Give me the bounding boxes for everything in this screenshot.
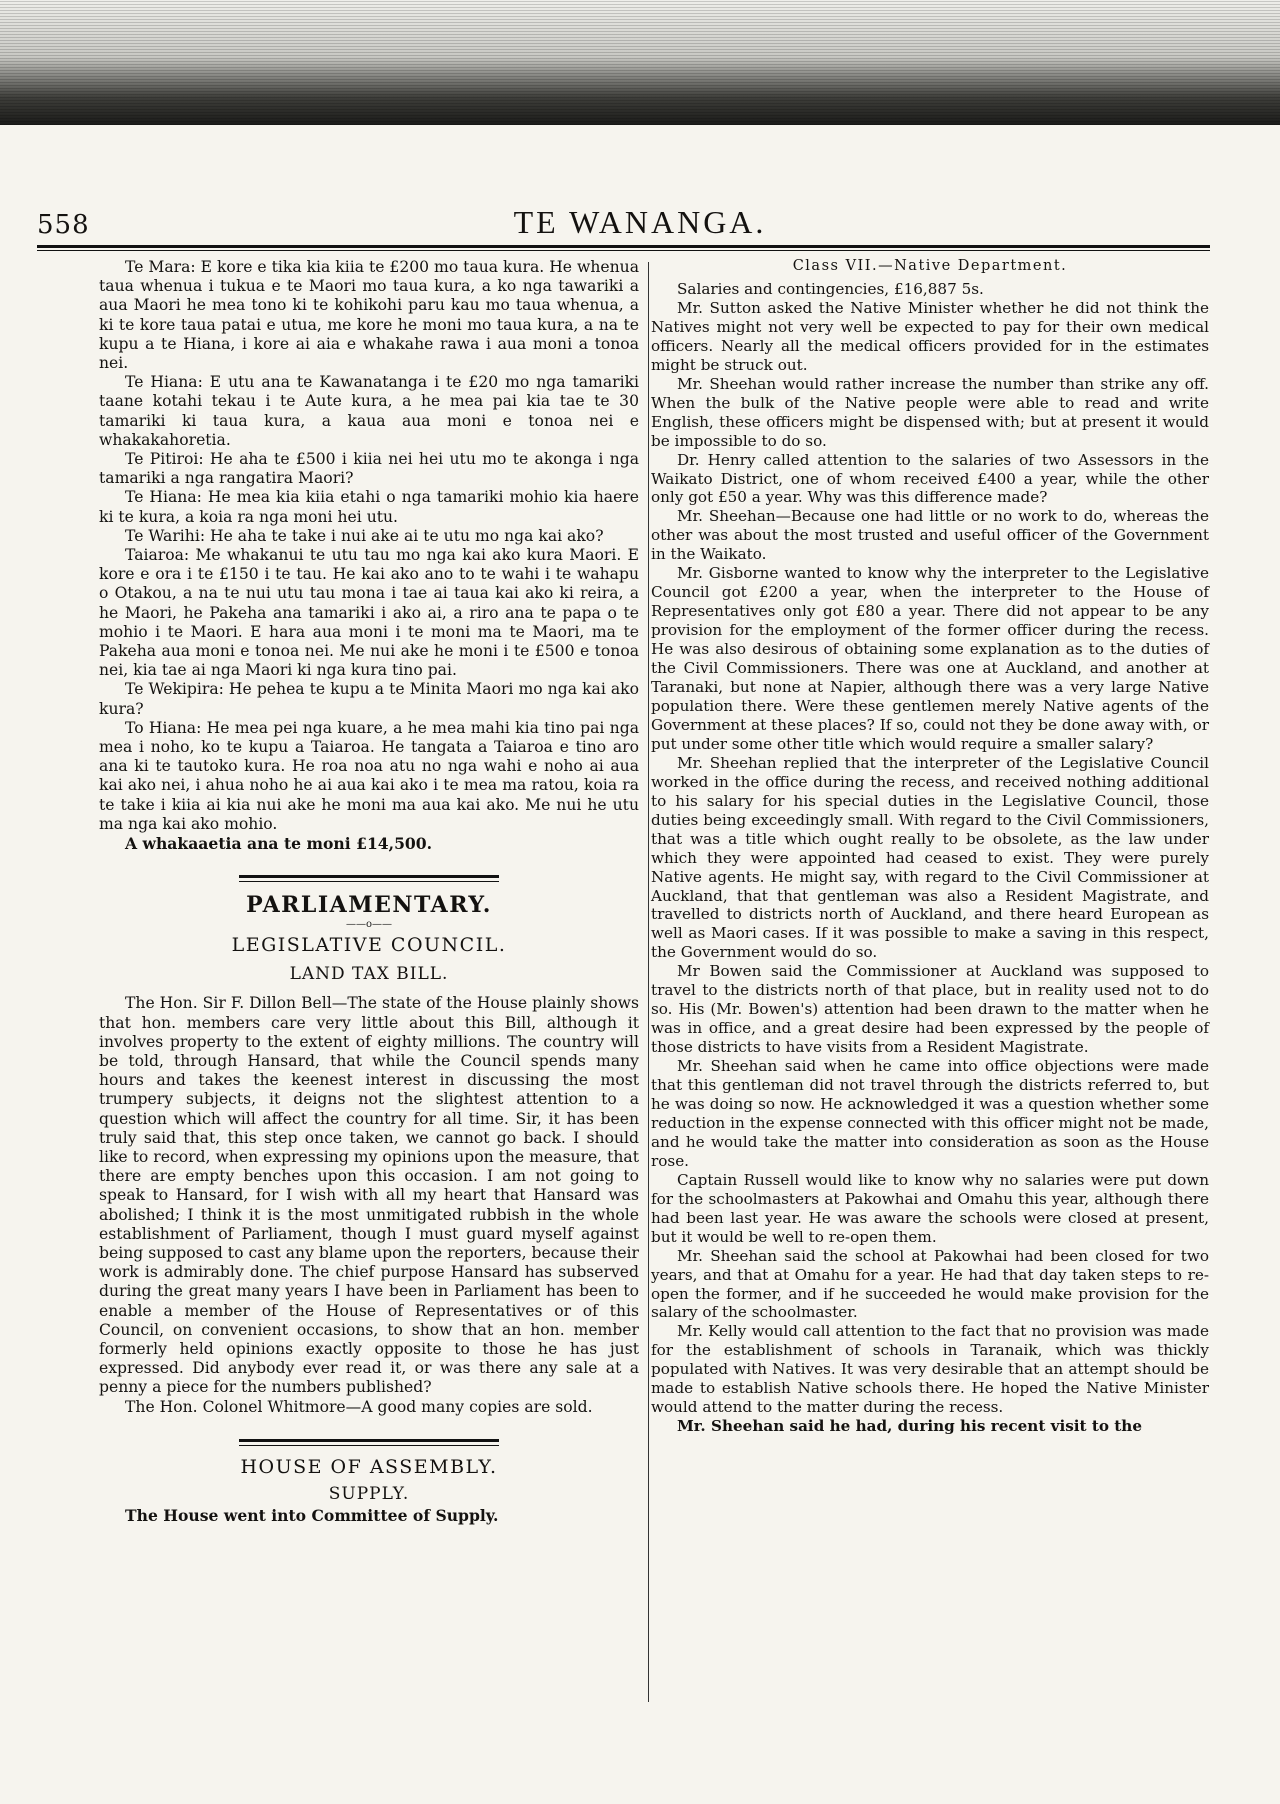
- maori-paragraph: Te Wekipira: He pehea te kupu a te Minita Maori mo nga kai ako kura?: [99, 680, 639, 718]
- debate-paragraph: Captain Russell would like to know why no salaries were put down for the schoolmasters at Pakowhai and Omahu this year, although there had been last year. He was aware the schools were closed at present, but it would be well to re-open them.: [651, 1170, 1209, 1246]
- maori-paragraph: Te Warihi: He aha te take i nui ake ai te utu mo nga kai ako?: [125, 526, 604, 545]
- section-heading-supply: SUPPLY.: [328, 1483, 410, 1504]
- maori-paragraph: Te Mara: E kore e tika kia kiia te £200 mo taua kura. He whenua taua whenua i tukua e te Maori mo taua kura, a ko nga tawariki a aua Maori he mea tono ki te kohikohi paru kau mo taua whenua, a ki te kore taua patai e utua, me kore he moni mo taua kura, a na te kupu a te Hiana, i kore ai aia e whakahe rawa i aua moni a tonoa nei.: [99, 258, 639, 373]
- right-column: [651, 258, 1209, 1436]
- maori-paragraph: To Hiana: He mea pei nga kuare, a he mea mahi kia tino pai nga mea i noho, ko te kupu a Taiaroa. He tangata a Taiaroa e tino aro ana ki te tautoko kura. He roa noa atu no nga wahi e noho ai aua kai ako nei, i ahua noho he ai aua kai ako i te mea ma ratou, koia ra te take i kiia ai kia nui ake he moni ma aua kai ako. Me nui he utu ma nga kai ako mohio.: [99, 718, 639, 833]
- maori-paragraph: Taiaroa: Me whakanui te utu tau mo nga kai ako kura Maori. E kore e ora i te £150 i te tau. He kai ako ano to te wahi i te wahapu o Otakou, a na te nui utu tau mona i tae ai taua kai ako ki reira, a he Maori, he Pakeha ana tamariki i ako ai, a riro ana te papa o te mohio i te Maori. E hara aua moni i te moni ma te Maori, ma te Pakeha aua moni e tonoa nei. Me nui ake he moni i te £500 e tonoa nei, kia tae ai nga Maori ki nga kura tino pai.: [99, 546, 639, 680]
- debate-paragraph: Mr. Sutton asked the Native Minister whether he did not think the Natives might not very well be expected to pay for their own medical officers. Nearly all the medical officers provided for in the estimates might be struck out.: [651, 298, 1209, 374]
- maori-paragraph: Te Hiana: He mea kia kiia etahi o nga tamariki mohio kia haere ki te kura, a koia ra nga moni hei utu.: [99, 488, 639, 526]
- debate-paragraph: Mr. Sheehan said when he came into office objections were made that this gentleman did not travel through the districts referred to, but he was doing so now. He acknowledged it was a question whether some reduction in the expense connected with this officer might not be made, and he would take the matter into consideration as soon as the House rose.: [651, 1057, 1209, 1170]
- supply-line: The House went into Committee of Supply.: [125, 1505, 499, 1525]
- debate-paragraph: Mr. Kelly would call attention to the fact that no provision was made for the establishment of schools in Taranaik, which was thickly populated with Natives. It was very desirable that an attempt should be made to establish Native schools there. He hoped the Native Minister would attend to the matter during the recess.: [651, 1322, 1209, 1417]
- section-heading-house: HOUSE OF ASSEMBLY.: [240, 1455, 498, 1478]
- section-heading-council: LEGISLATIVE COUNCIL.: [231, 934, 507, 957]
- section-heading-parliamentary: PARLIAMENTARY.: [246, 892, 492, 919]
- debate-paragraph: Salaries and contingencies, £16,887 5s.: [677, 280, 984, 298]
- debate-paragraph: Mr Bowen said the Commissioner at Auckland was supposed to travel to the districts north of that place, but in reality used not to do so. His (Mr. Bowen's) attention had been drawn to the matter when he was in office, and a great desire had been expressed by the people of those districts to have visits from a Resident Magistrate.: [651, 962, 1209, 1057]
- speech-bell: The Hon. Sir F. Dillon Bell—The state of the House plainly shows that hon. members care very little about this Bill, although it involves property to the extent of eighty millions. The country will be told, through Hansard, that while the Council spends many hours and takes the keenest interest in discussing the most trumpery subjects, it deigns not the slightest attention to a question which will affect the country for all time. Sir, it has been truly said that, this step once taken, we cannot go back. I should like to record, when expressing my opinions upon the measure, that there are empty benches upon this occasion. I am not going to speak to Hansard, for I wish with all my heart that Hansard was abolished; I think it is the most unmitigated rubbish in the whole establishment of Parliament, though I must guard myself against being supposed to cast any blame upon the reporters, because their work is admirably done. The chief purpose Hansard has subserved during the great many years I have been in Parliament has been to enable a member of the House of Representatives or of this Council, on convenient occasions, to show that an hon. member formerly held opinions exactly opposite to those he has just expressed. Did anybody ever read it, or was there any sale at a penny a piece for the numbers published?: [99, 994, 639, 1397]
- debate-paragraph: Mr. Sheehan replied that the interpreter of the Legislative Council worked in the office during the recess, and received nothing additional to his salary for his special duties in the Legislative Council, those duties being exceedingly small. With regard to the Civil Commissioners, that was a title which ought really to be obsolete, as the law under which they were appointed had ceased to exist. They were purely Native agents. He might say, with regard to the Civil Commissioner at Auckland, that that gentleman was also a Resident Magistrate, and travelled to districts north of Auckland, and there heard European as well as Maori cases. If it was possible to make a saving in this respect, the Government would do so.: [651, 753, 1209, 962]
- debate-paragraph: Mr. Gisborne wanted to know why the interpreter to the Legislative Council got £200 a year, when the interpreter to the House of Representatives only got £80 a year. There did not appear to be any provision for the employment of the former officer during the recess. He was also desirous of obtaining some explanation as to the duties of the Civil Commissioners. There was one at Auckland, and another at Taranaki, but none at Napier, although there was a very large Native population there. Were these gentlemen merely Native agents of the Government at these places? If so, could not they be done away with, or put under some other title which would require a smaller salary?: [651, 564, 1209, 753]
- maori-paragraph: Te Hiana: E utu ana te Kawanatanga i te £20 mo nga tamariki taane kotahi tekau i te Aute kura, a he mea pai kia tae te 30 tamariki ki taua kura, a kaua aua moni e tonoa nei e whakakahoretia.: [99, 373, 639, 449]
- debate-last-line: Mr. Sheehan said he had, during his recent visit to the: [677, 1417, 1142, 1436]
- debate-paragraph: Mr. Sheehan would rather increase the number than strike any off. When the bulk of the Native people were able to read and write English, these officers might be dispensed with; but at present it would be impossible to do so.: [651, 374, 1209, 450]
- maori-paragraph: Te Pitiroi: He aha te £500 i kiia nei hei utu mo te akonga i nga tamariki a nga rangatira Maori?: [99, 450, 639, 488]
- debate-paragraph: Dr. Henry called attention to the salaries of two Assessors in the Waikato District, one of whom received £400 a year, while the other only got £50 a year. Why was this difference made?: [651, 450, 1209, 507]
- header-rule: [37, 245, 1210, 248]
- section-heading-bill: LAND TAX BILL.: [289, 964, 449, 985]
- header-rule-thin: [37, 250, 1210, 251]
- left-column: [99, 258, 639, 1525]
- scan-artifact-band: [0, 0, 1280, 125]
- debate-paragraph: Mr. Sheehan said the school at Pakowhai had been closed for two years, and that at Omahu for a year. He had that day taken steps to re-open the former, and if he succeeded he would make provision for the salary of the schoolmaster.: [651, 1246, 1209, 1322]
- column-divider: [648, 262, 649, 1702]
- debate-paragraph: Mr. Sheehan—Because one had little or no work to do, whereas the other was about the most trusted and useful officer of the Government in the Waikato.: [651, 507, 1209, 564]
- class-heading: Class VII.—Native Department.: [792, 258, 1068, 274]
- section-divider: [239, 875, 499, 882]
- maori-paragraph-closing: A whakaaetia ana te moni £14,500.: [125, 834, 433, 854]
- section-divider: [239, 1439, 499, 1446]
- speech-whitmore: The Hon. Colonel Whitmore—A good many copies are sold.: [125, 1397, 593, 1416]
- page-number: 558: [37, 210, 90, 240]
- ornament-divider: ——o——: [345, 919, 393, 931]
- page-title: TE WANANGA.: [513, 204, 767, 240]
